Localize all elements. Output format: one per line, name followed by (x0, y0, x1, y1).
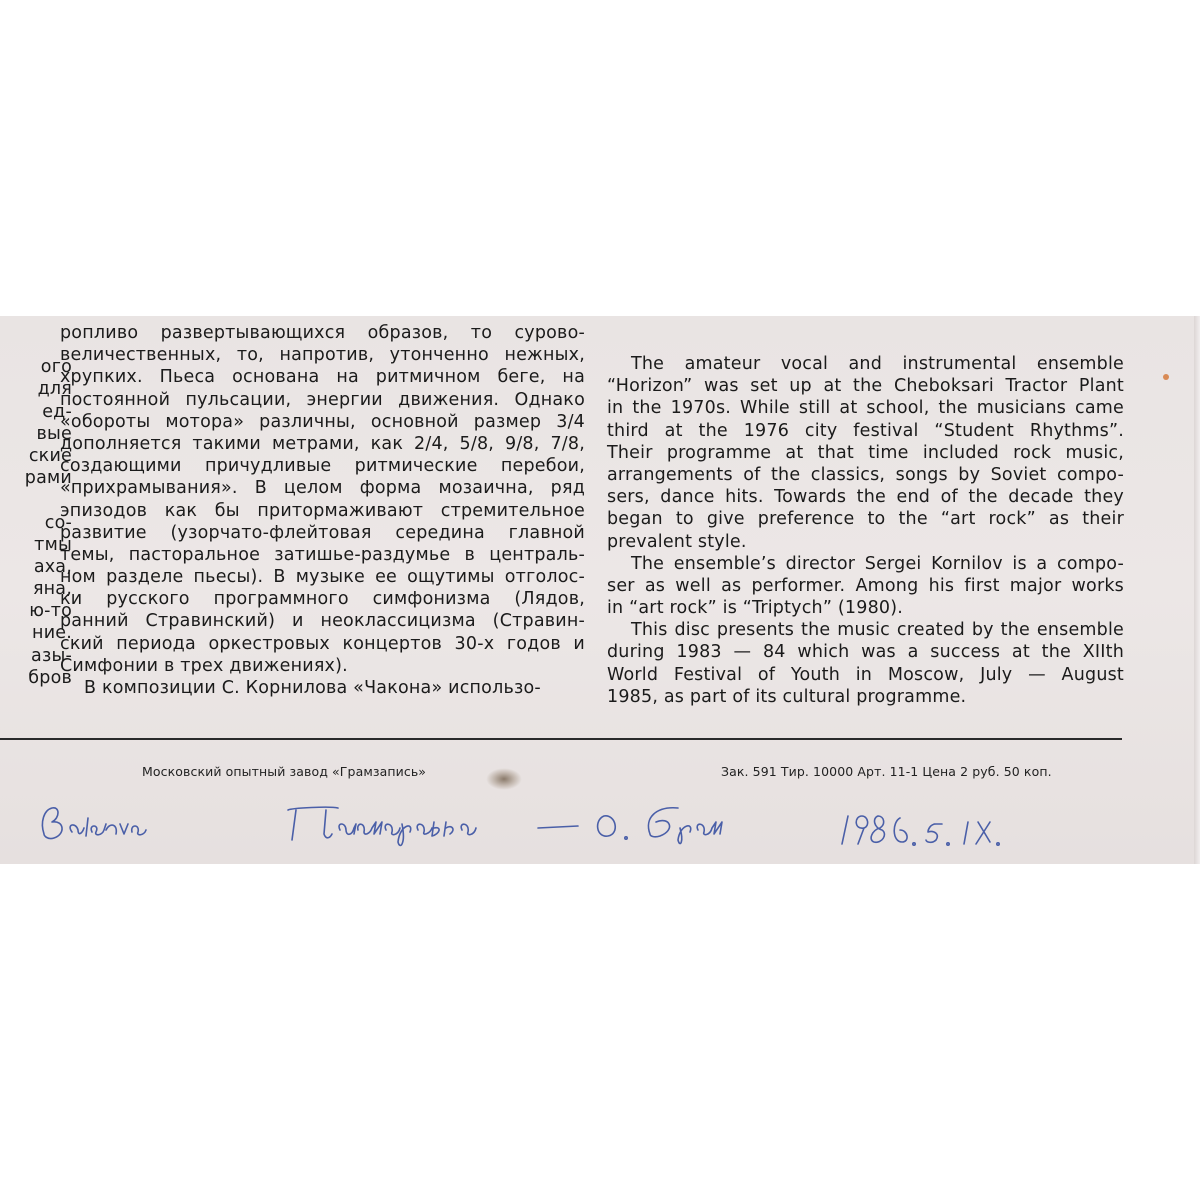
russian-text-line: темы, пасторальное затишье-раздумье в централь- (60, 544, 585, 565)
russian-text-line: «обороты мотора» различны, основной размер 3/4 (60, 411, 585, 432)
fragment-line: рами (24, 468, 72, 489)
fragment-line: ед- (42, 401, 72, 422)
russian-text-line: хрупких. Пьеса основана на ритмичном беге, на (60, 367, 585, 388)
footer-divider (0, 738, 1122, 740)
english-text-line: third at the 1976 city festival “Student Rhythms”. (607, 420, 1124, 441)
english-text-line: ser as well as performer. Among his first major works (607, 575, 1124, 596)
russian-text-line: дополняется такими метрами, как 2/4, 5/8, 9/8, 7/8, (60, 433, 585, 454)
russian-text-line: ранний Стравинский) и неоклассицизма (Стравин- (60, 611, 585, 632)
english-text-line: “Horizon” was set up at the Cheboksari Tractor Plant (607, 376, 1124, 397)
fragment-line: тмы (34, 534, 72, 555)
english-text-line: This disc presents the music created by the ensemble (631, 620, 1124, 641)
russian-text-line: развитие (узорчато-флейтовая середина главной (60, 522, 585, 543)
english-text-line: sers, dance hits. Towards the end of the decade they (607, 487, 1124, 508)
russian-text-column (60, 322, 585, 699)
fragment-line: аха, (33, 556, 72, 577)
fragment-line: ю-то (29, 601, 72, 622)
russian-text-line: ном разделе пьесы). В музыке ее ощутимы отголос- (60, 567, 585, 588)
fragment-line: азы- (31, 645, 72, 666)
handwritten-dedication (30, 794, 1030, 854)
fragment-line: бров (28, 667, 72, 688)
fragment-line: ого (40, 357, 72, 378)
russian-text-line: величественных, то, напротив, утонченно нежных, (60, 345, 585, 366)
russian-text-line: постоянной пульсации, энергии движения. Однако (60, 389, 585, 410)
english-text-column (607, 353, 1124, 708)
russian-text-line: эпизодов как бы притормаживают стремительное (60, 500, 585, 521)
english-text-line: during 1983 — 84 which was a success at the XIIth (607, 642, 1124, 663)
english-text-line: The amateur vocal and instrumental ensemble (631, 354, 1124, 374)
fragment-line: вые (36, 423, 72, 444)
fragment-line: ние. (32, 623, 72, 644)
fragment-line: яна, (32, 579, 72, 600)
english-text-line: began to give preference to the “art rock” as their (607, 509, 1124, 530)
smudge-mark (486, 768, 522, 790)
russian-text-line: В композиции С. Корнилова «Чакона» использо- (84, 678, 541, 698)
russian-text-line: Симфонии в трех движениях). (60, 655, 348, 676)
russian-text-line: ский периода оркестровых концертов 30-х годов и (60, 633, 585, 654)
russian-text-line: создающими причудливые ритмические перебои, (60, 456, 585, 477)
print-run-info: Зак. 591 Тир. 10000 Арт. 11-1 Цена 2 руб. 50 коп. (721, 764, 1052, 779)
fragment-line: для (37, 379, 72, 400)
english-text-line: The ensemble’s director Sergei Kornilov is a compo- (631, 553, 1124, 574)
english-text-line: prevalent style. (607, 531, 747, 552)
russian-text-line: ки русского программного симфонизма (Лядов, (60, 589, 585, 610)
english-text-line: arrangements of the classics, songs by Soviet compo- (607, 464, 1124, 485)
record-sleeve-back (0, 316, 1196, 864)
english-text-line: in “art rock” is “Triptych” (1980). (607, 598, 904, 619)
russian-text-line: «прихрамывания». В целом форма мозаична, ряд (60, 478, 585, 499)
russian-text-line: ропливо развертывающихся образов, то сурово- (60, 323, 585, 343)
sleeve-edge (1194, 316, 1200, 864)
english-text-line: World Festival of Youth in Moscow, July — August (607, 664, 1124, 685)
fragment-line: со- (44, 512, 72, 533)
english-text-line: 1985, as part of its cultural programme. (607, 686, 967, 707)
fragment-line: ские (28, 445, 72, 466)
publisher-credit: Московский опытный завод «Грамзапись» (142, 764, 427, 779)
english-text-line: in the 1970s. While still at school, the musicians came (607, 398, 1124, 419)
orange-dot-mark (1163, 374, 1169, 380)
english-text-line: Their programme at that time included rock music, (607, 442, 1124, 463)
